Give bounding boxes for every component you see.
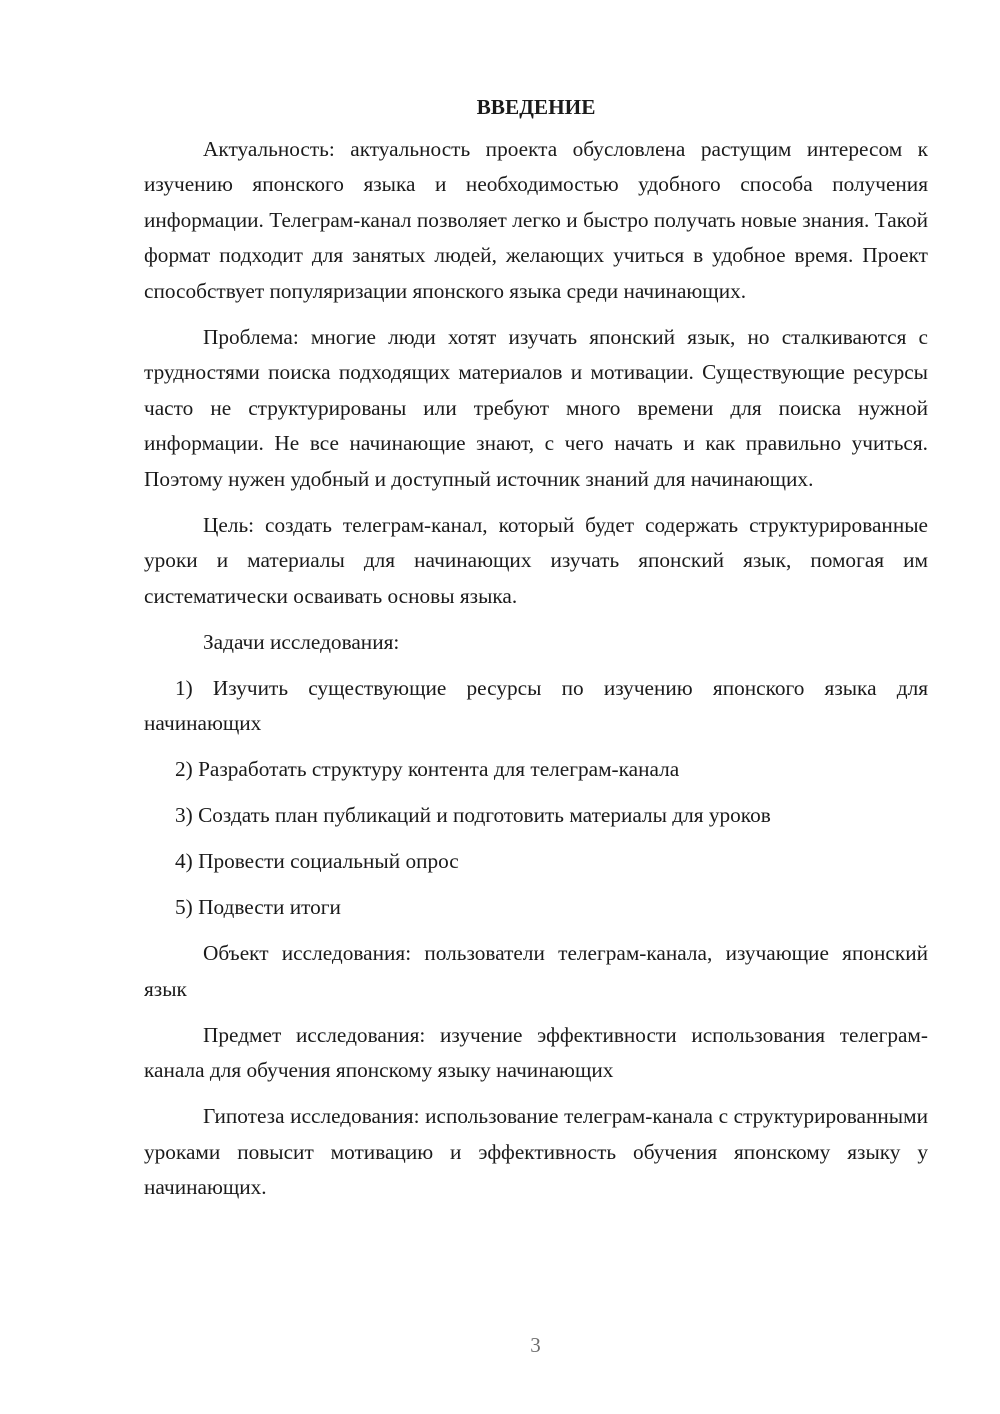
goal-paragraph: Цель: создать телеграм-канал, который будет содержать структурированные уроки и материалы для начинающих изучать японский язык, помогая им систематически осваивать основы языка. <box>144 512 928 608</box>
task-item: 3) Создать план публикаций и подготовить материалы для уроков <box>175 803 771 827</box>
section-heading: ВВЕДЕНИЕ <box>476 95 596 119</box>
object-paragraph: Объект исследования: пользователи телеграм-канала, изучающие японский язык <box>144 941 928 1001</box>
subject-paragraph: Предмет исследования: изучение эффективности использования телеграм-канала для обучения японскому языку начинающих <box>144 1022 928 1082</box>
relevance-paragraph: Актуальность: актуальность проекта обусловлена растущим интересом к изучению японского языка и необходимостью удобного способа получения информации. Телеграм-канал позволяет легко и быстро получать новые знания. Такой формат подходит для занятых людей, желающих учиться в удобное время. Проект способствует популяризации японского языка среди начинающих. <box>144 136 928 303</box>
tasks-heading: Задачи исследования: <box>203 629 400 654</box>
task-item: 2) Разработать структуру контента для телеграм-канала <box>175 757 680 781</box>
problem-paragraph: Проблема: многие люди хотят изучать японский язык, но сталкиваются с трудностями поиска подходящих материалов и мотивации. Существующие ресурсы часто не структурированы или требуют много времени для поиска нужной информации. Не все начинающие знают, с чего начать и как правильно учиться. Поэтому нужен удобный и доступный источник знаний для начинающих. <box>144 324 928 491</box>
document-page <box>144 90 928 1216</box>
task-item: 5) Подвести итоги <box>175 895 341 919</box>
hypothesis-paragraph: Гипотеза исследования: использование телеграм-канала с структурированными уроками повысит мотивацию и эффективность обучения японскому языку у начинающих. <box>144 1104 928 1199</box>
page-number: 3 <box>530 1333 541 1357</box>
task-item: 4) Провести социальный опрос <box>175 849 459 873</box>
task-item: 1) Изучить существующие ресурсы по изучению японского языка для начинающих <box>144 675 928 735</box>
tasks-list <box>144 671 928 926</box>
